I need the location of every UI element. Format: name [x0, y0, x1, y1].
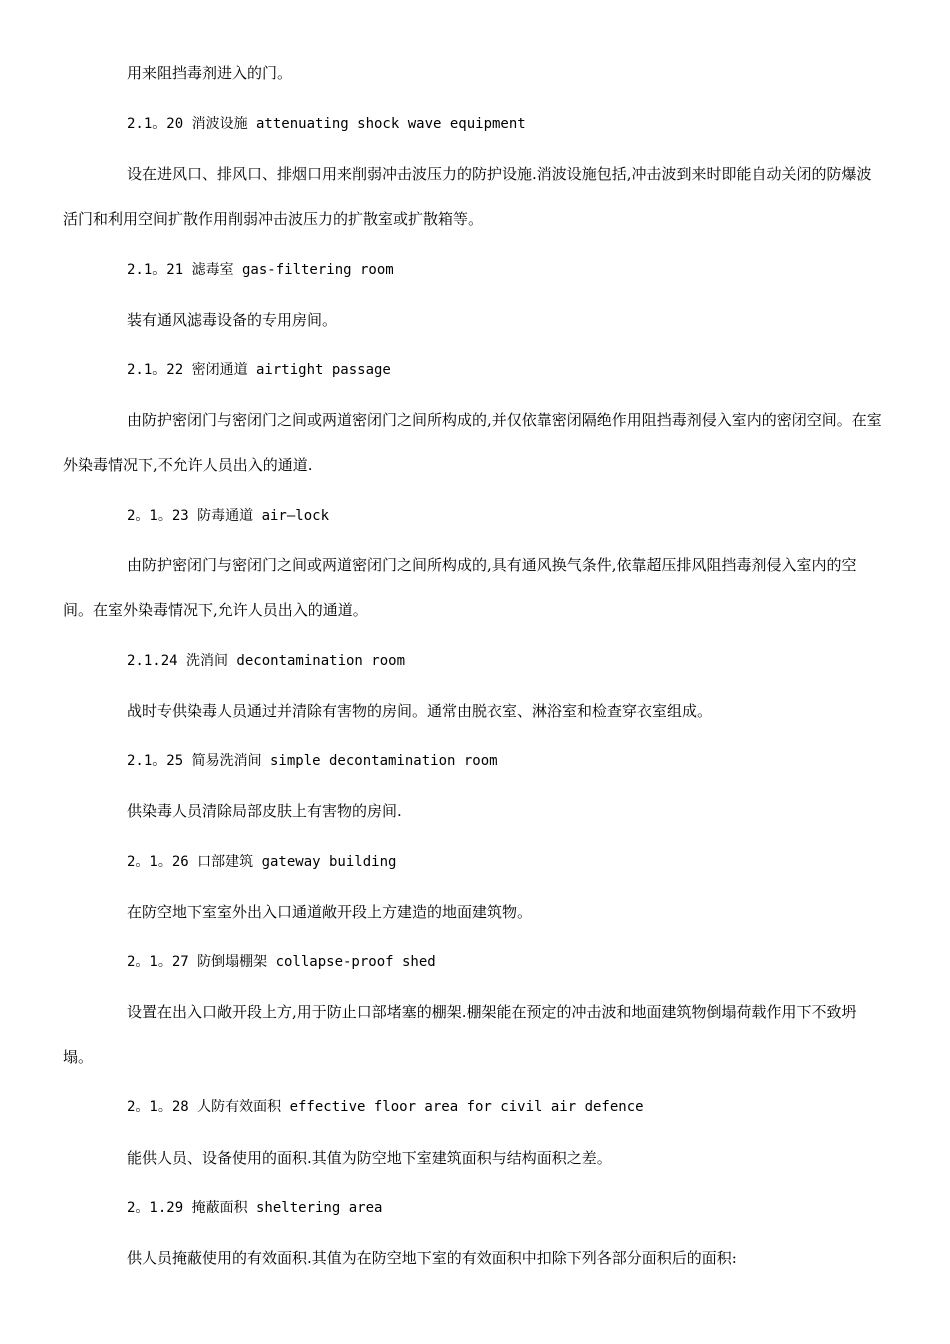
heading-2-1-24: 2.1.24 洗消间 decontamination room [127, 653, 406, 669]
paragraph-2-1-20: 设在进风口、排风口、排烟口用来削弱冲击波压力的防护设施.消波设施包括,冲击波到来时即能自动关闭的防爆波活门和利用空间扩散作用削弱冲击波压力的扩散室或扩散箱等。 [63, 165, 872, 228]
heading-2-1-28: 2。1。28 人防有效面积 effective floor area for civil air defence [127, 1099, 644, 1115]
paragraph-2-1-25: 供染毒人员清除局部皮肤上有害物的房间. [127, 802, 402, 820]
heading-2-1-22: 2.1。22 密闭通道 airtight passage [127, 362, 391, 378]
heading-2-1-21: 2.1。21 滤毒室 gas-filtering room [127, 262, 394, 278]
paragraph-2-1-19-continuation: 用来阻挡毒剂进入的门。 [127, 64, 293, 82]
paragraph-2-1-27: 设置在出入口敞开段上方,用于防止口部堵塞的棚架.棚架能在预定的冲击波和地面建筑物倒塌荷载作用下不致坍塌。 [63, 1003, 857, 1066]
paragraph-2-1-26: 在防空地下室室外出入口通道敞开段上方建造的地面建筑物。 [127, 903, 533, 921]
heading-2-1-23: 2。1。23 防毒通道 air—lock [127, 508, 330, 524]
heading-2-1-20: 2.1。20 消波设施 attenuating shock wave equipment [127, 116, 526, 132]
heading-2-1-25: 2.1。25 简易洗消间 simple decontamination room [127, 753, 498, 769]
paragraph-2-1-29: 供人员掩蔽使用的有效面积.其值为在防空地下室的有效面积中扣除下列各部分面积后的面积: [127, 1249, 737, 1267]
paragraph-2-1-22: 由防护密闭门与密闭门之间或两道密闭门之间所构成的,并仅依靠密闭隔绝作用阻挡毒剂侵入室内的密闭空间。在室外染毒情况下,不允许人员出入的通道. [63, 411, 882, 474]
paragraph-2-1-23: 由防护密闭门与密闭门之间或两道密闭门之间所构成的,具有通风换气条件,依靠超压排风阻挡毒剂侵入室内的空间。在室外染毒情况下,允许人员出入的通道。 [63, 556, 857, 619]
paragraph-2-1-21: 装有通风滤毒设备的专用房间。 [127, 311, 338, 329]
heading-2-1-29: 2。1.29 掩蔽面积 sheltering area [127, 1200, 383, 1216]
heading-2-1-26: 2。1。26 口部建筑 gateway building [127, 854, 397, 870]
paragraph-2-1-28: 能供人员、设备使用的面积.其值为防空地下室建筑面积与结构面积之差。 [127, 1149, 612, 1167]
heading-2-1-27: 2。1。27 防倒塌棚架 collapse-proof shed [127, 954, 436, 970]
paragraph-2-1-24: 战时专供染毒人员通过并清除有害物的房间。通常由脱衣室、淋浴室和检查穿衣室组成。 [127, 702, 713, 720]
